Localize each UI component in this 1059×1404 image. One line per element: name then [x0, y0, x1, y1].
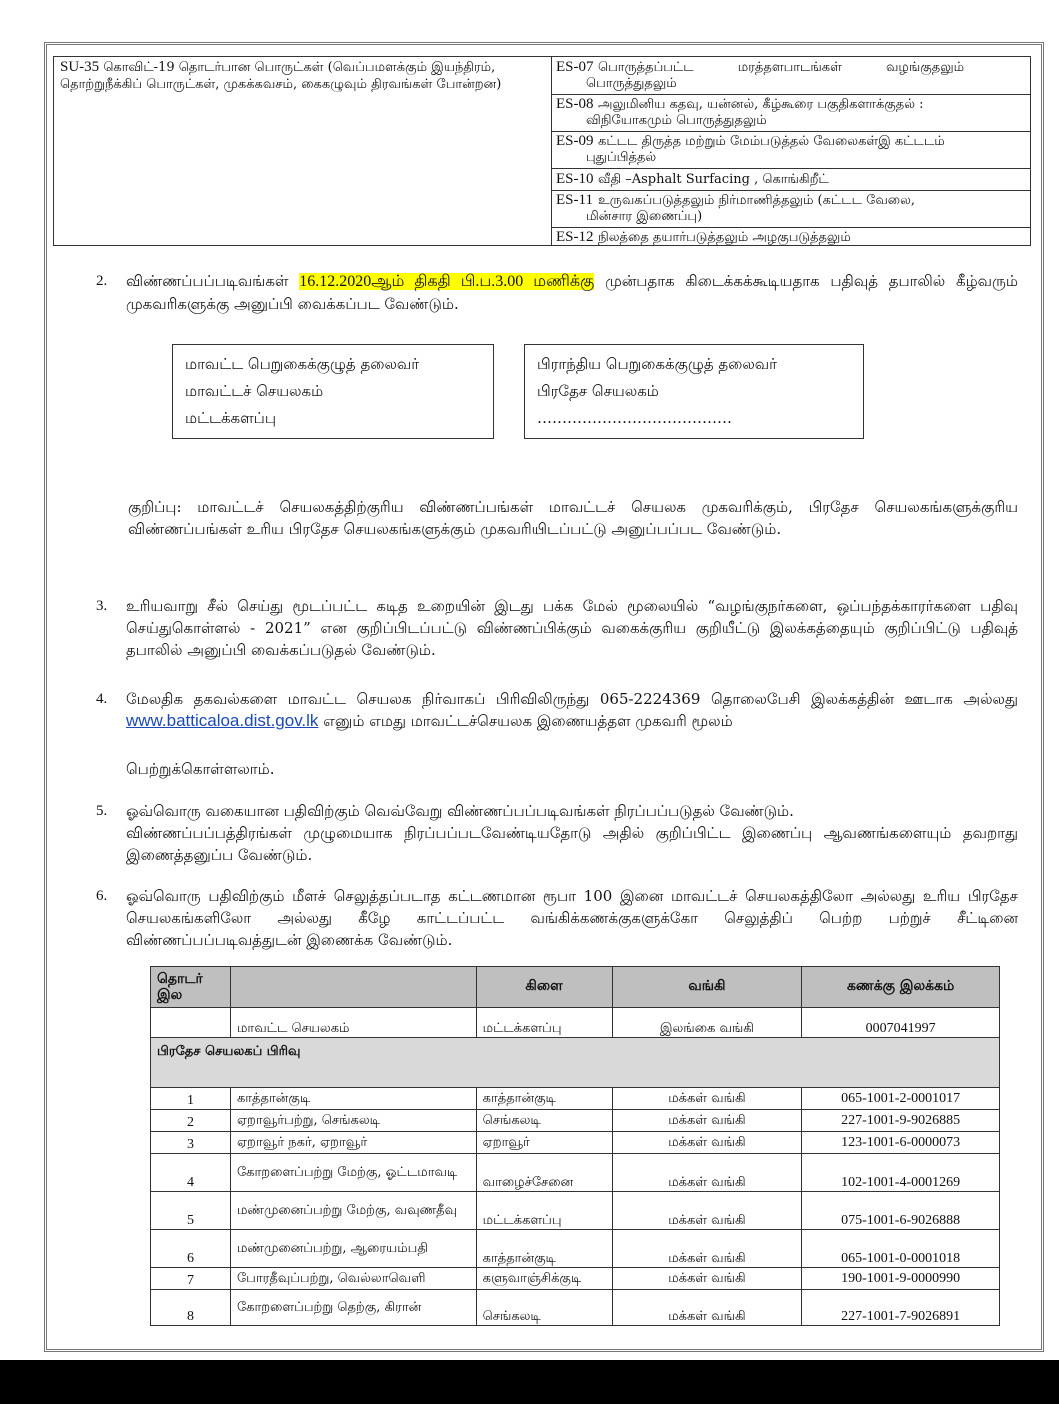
cell-sn: 2	[151, 1110, 231, 1132]
es-row	[552, 96, 1030, 129]
note-paragraph: குறிப்பு: மாவட்டச் செயலகத்திற்குரிய விண்ணப்பங்கள் மாவட்டச் செயலக முகவரிக்கும், பிரதேச செயலகங்களுக்குரிய விண்ணப்பங்கள் உரிய பிரதேச செயலகங்களுக்கும் முகவரியிடப்பட்டு அனுப்பப்பட வேண்டும்.	[128, 498, 1018, 538]
paragraph-text: உரியவாறு சீல் செய்து மூடப்பட்ட கடித உறையின் இடது பக்க மேல் மூலையில் “வழங்குநர்களை, ஒப்பந்தக்காரர்களை பதிவு செய்துகொள்ளல் - 2021” என குறிப்பிடப்பட்டு விண்ணப்பிக்கும் வகைக்குரிய குறியீட்டு இலக்கத்தையும் குறிப்பிட்டு பதிவுத் தபாலில் அனுப்பி வைக்கப்படுதல் வேண்டும்.	[126, 597, 1018, 659]
bottom-black-bar	[0, 1360, 1059, 1404]
cell-account: 065-1001-2-0001017	[802, 1088, 1000, 1110]
paragraph-4-last: பெற்றுக்கொள்ளலாம்.	[126, 760, 275, 778]
header-account: கணக்கு இலக்கம்	[802, 967, 1000, 1008]
paragraph-number: 3.	[96, 598, 108, 614]
table-row	[151, 1268, 1000, 1290]
paragraph-text: மேலதிக தகவல்களை மாவட்ட செயலக நிர்வாகப் பிரிவிலிருந்து 065-2224369 தொலைபேசி இலக்கத்தின் ஊடாக அல்லது	[126, 690, 1018, 708]
cell-branch: மட்டக்களப்பு	[476, 1192, 612, 1230]
cell-sn: 6	[151, 1230, 231, 1268]
address-line: மாவட்ட பெறுகைக்குழுத் தலைவர்	[185, 355, 420, 373]
cell-branch: காத்தான்குடி	[476, 1088, 612, 1110]
cell-name: கோறளைப்பற்று மேற்கு, ஓட்டமாவடி	[230, 1154, 476, 1192]
cell-bank: மக்கள் வங்கி	[612, 1110, 802, 1132]
cell-sn: 3	[151, 1132, 231, 1154]
table-row	[151, 1192, 1000, 1230]
paragraph-number: 5.	[96, 803, 108, 819]
paragraph-number: 6.	[96, 888, 108, 904]
es-code: ES-11	[556, 192, 593, 208]
address-box-regional	[524, 344, 864, 439]
es-desc: அலுமினிய கதவு, யன்னல், கீழ்கூரை பகுதிகளாக்குதல் :	[598, 97, 924, 112]
es-desc: உருவகப்படுத்தலும் நிர்மாணித்தலும் (கட்டட வேலை,	[598, 193, 915, 208]
header-bank: வங்கி	[612, 967, 802, 1008]
es-code: ES-08	[556, 96, 594, 112]
cell-name: காத்தான்குடி	[230, 1088, 476, 1110]
address-line: மட்டக்களப்பு	[185, 409, 276, 427]
paragraph-number: 2.	[96, 273, 108, 289]
table-row	[151, 1290, 1000, 1326]
address-line: …………………………………	[537, 409, 732, 427]
category-su35	[54, 57, 552, 245]
category-desc: கொவிட்-19 தொடர்பான பொருட்கள் (வெப்பமளக்கும் இயந்திரம், தொற்றுநீக்கிப் பொருட்கள், முகக்கவசம், கைகழுவும் திரவங்கள் போன்றன)	[60, 60, 502, 92]
cell-bank: மக்கள் வங்கி	[612, 1132, 802, 1154]
cell-account: 190-1001-9-0000990	[802, 1268, 1000, 1290]
cell-sn: 4	[151, 1154, 231, 1192]
table-header-row	[151, 967, 1000, 1008]
cell-bank: மக்கள் வங்கி	[612, 1290, 802, 1326]
es-desc: நிலத்தை தயார்படுத்தலும் அழகுபடுத்தலும்	[598, 230, 851, 245]
paragraph-text: விண்ணப்பப்படிவங்கள்	[126, 272, 289, 290]
paragraph-text: ஓவ்வொரு பதிவிற்கும் மீளச் செலுத்தப்படாத கட்டணமான ரூபா 100 இனை மாவட்டச் செயலகத்திலோ அல்லது உரிய பிரதேச செயலகங்களிலோ அல்லது கீழே காட்டப்பட்ட வங்கிக்கணக்குகளுக்கோ செலுத்திப் பெற்ற பற்றுச் சீட்டினை விண்ணப்பப்படிவத்துடன் இணைக்க வேண்டும்.	[126, 887, 1018, 949]
paragraph-text: எனும் எமது மாவட்டச்செயலக இணையத்தள முகவரி மூலம்	[323, 712, 733, 730]
es-desc: வீதி –Asphalt Surfacing , கொங்கிறீட்	[598, 172, 829, 187]
cell-bank: இலங்கை வங்கி	[612, 1008, 802, 1038]
cell-branch: வாழைச்சேனை	[476, 1154, 612, 1192]
cell-bank: மக்கள் வங்கி	[612, 1154, 802, 1192]
cell-branch: ஏறாவூர்	[476, 1132, 612, 1154]
es-row	[552, 59, 1030, 92]
header-branch: கிளை	[476, 967, 612, 1008]
table-row	[151, 1088, 1000, 1110]
cell-branch: செங்கலடி	[476, 1110, 612, 1132]
address-line: பிரதேச செயலகம்	[537, 382, 659, 400]
address-line: மாவட்டச் செயலகம்	[185, 382, 324, 400]
cell-bank: மக்கள் வங்கி	[612, 1088, 802, 1110]
header-name	[230, 967, 476, 1008]
category-code: SU-35	[60, 59, 100, 75]
cell-account: 227-1001-9-9026885	[802, 1110, 1000, 1132]
paragraph-text: விண்ணப்பப்பத்திரங்கள் முழுமையாக நிரப்பப்படவேண்டியதோடு அதில் குறிப்பிட்ட இணைப்பு ஆவணங்களையும் தவறாது இணைத்தனுப்ப வேண்டும்.	[126, 824, 1018, 864]
es-desc-cont: புதுப்பித்தல்	[586, 150, 657, 165]
es-row	[552, 133, 1030, 166]
cell-account: 075-1001-6-9026888	[802, 1192, 1000, 1230]
paragraph-4	[96, 688, 1018, 732]
cell-sn: 7	[151, 1268, 231, 1290]
address-box-district	[172, 344, 494, 439]
cell-empty	[151, 1008, 231, 1038]
es-row	[552, 192, 1030, 225]
category-table	[53, 56, 1031, 246]
cell-name: மண்முனைப்பற்று மேற்கு, வவுணதீவு	[230, 1192, 476, 1230]
cell-bank: மக்கள் வங்கி	[612, 1192, 802, 1230]
cell-bank: மக்கள் வங்கி	[612, 1268, 802, 1290]
paragraph-5	[96, 800, 1018, 866]
table-row	[151, 1008, 1000, 1038]
es-code: ES-10	[556, 171, 594, 187]
cell-sn: 1	[151, 1088, 231, 1110]
header-serial: தொடர் இல	[151, 967, 231, 1008]
cell-branch: மட்டக்களப்பு	[476, 1008, 612, 1038]
es-row	[552, 229, 1030, 246]
paragraph-6	[96, 885, 1018, 951]
es-code: ES-07	[556, 59, 594, 75]
cell-name: மண்முனைப்பற்று, ஆரையம்பதி	[230, 1230, 476, 1268]
table-row	[151, 1110, 1000, 1132]
es-categories	[552, 57, 1030, 245]
cell-account: 065-1001-0-0001018	[802, 1230, 1000, 1268]
table-row	[151, 1154, 1000, 1192]
cell-name: மாவட்ட செயலகம்	[230, 1008, 476, 1038]
cell-branch: செங்கலடி	[476, 1290, 612, 1326]
paragraph-text: முன்பதாக கிடைக்கக்கூடியதாக பதிவுத் தபாலில் கீழ்வரும் முகவரிகளுக்கு அனுப்பி வைக்கப்பட வேண்டும்.	[126, 272, 1018, 313]
website-link[interactable]: www.batticaloa.dist.gov.lk	[126, 711, 319, 730]
cell-bank: மக்கள் வங்கி	[612, 1230, 802, 1268]
cell-account: 227-1001-7-9026891	[802, 1290, 1000, 1326]
es-desc-cont: பொருத்துதலும்	[586, 76, 677, 91]
cell-branch: களுவாஞ்சிக்குடி	[476, 1268, 612, 1290]
es-code: ES-12	[556, 229, 594, 245]
deadline-highlight: 16.12.2020ஆம் திகதி பி.ப.3.00 மணிக்கு	[299, 273, 595, 290]
bank-accounts-table	[150, 966, 1000, 1326]
section-title: பிரதேச செயலகப் பிரிவு	[151, 1038, 1000, 1088]
cell-name: ஏறாவூர்பற்று, செங்கலடி	[230, 1110, 476, 1132]
address-line: பிராந்திய பெறுகைக்குழுத் தலைவர்	[537, 355, 777, 373]
cell-account: 123-1001-6-0000073	[802, 1132, 1000, 1154]
paragraph-3	[96, 595, 1018, 661]
cell-branch: காத்தான்குடி	[476, 1230, 612, 1268]
cell-account: 0007041997	[802, 1008, 1000, 1038]
es-desc: கட்டட திருத்த மற்றும் மேம்படுத்தல் வேலைகள்இ கட்டடம்	[598, 134, 945, 149]
section-row	[151, 1038, 1000, 1088]
es-code: ES-09	[556, 133, 594, 149]
paragraph-number: 4.	[96, 691, 108, 707]
cell-sn: 8	[151, 1290, 231, 1326]
cell-account: 102-1001-4-0001269	[802, 1154, 1000, 1192]
es-desc-cont: மின்சார இணைப்பு)	[586, 209, 703, 224]
es-desc: பொருத்தப்பட்ட மரத்தளபாடங்கள் வழங்குதலும்	[598, 60, 965, 75]
cell-name: கோறளைப்பற்று தெற்கு, கிரான்	[230, 1290, 476, 1326]
paragraph-text: ஓவ்வொரு வகையான பதிவிற்கும் வெவ்வேறு விண்ணப்பப்படிவங்கள் நிரப்பப்படுதல் வேண்டும்.	[126, 802, 794, 820]
paragraph-2	[96, 270, 1018, 315]
cell-name: ஏறாவூர் நகர், ஏறாவூர்	[230, 1132, 476, 1154]
cell-name: போரதீவுப்பற்று, வெல்லாவெளி	[230, 1268, 476, 1290]
cell-sn: 5	[151, 1192, 231, 1230]
es-row	[552, 171, 1030, 188]
table-row	[151, 1230, 1000, 1268]
table-row	[151, 1132, 1000, 1154]
es-desc-cont: விநியோகமும் பொருத்துதலும்	[586, 113, 767, 128]
